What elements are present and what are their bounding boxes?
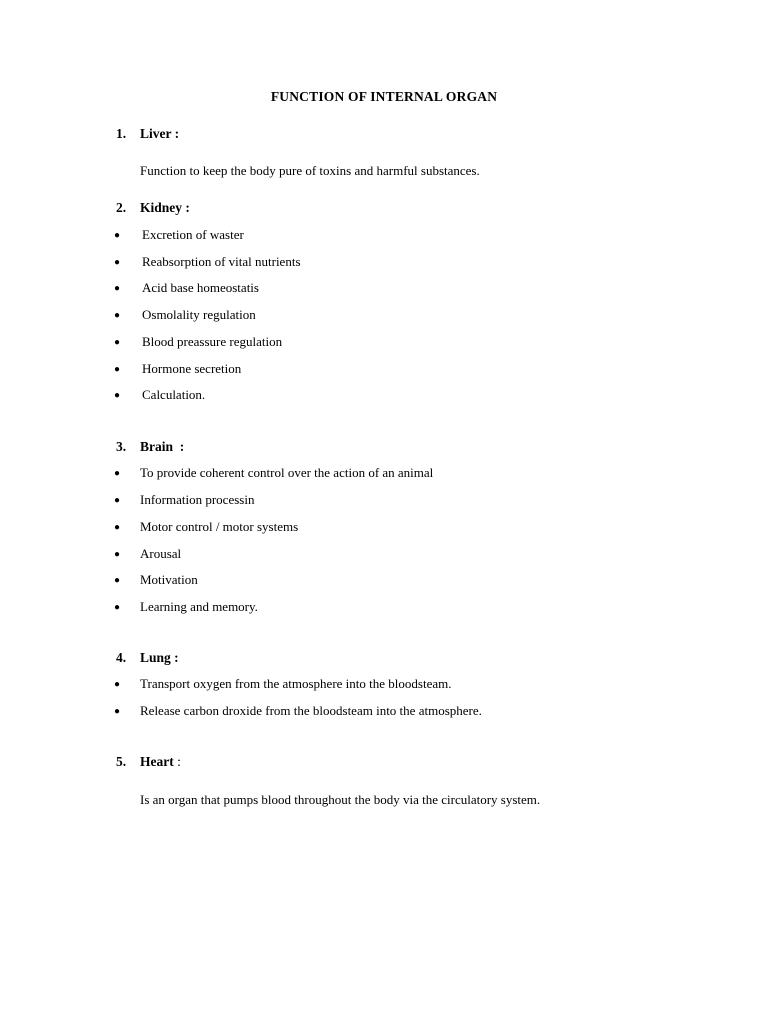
section-heading-heart	[116, 753, 181, 771]
bullet-icon: ●	[114, 390, 121, 401]
list-item: ● Release carbon droxide from the bloodsteam into the atmosphere.	[114, 702, 482, 721]
section-number: 3.	[116, 439, 127, 454]
section-name: Brain :	[140, 439, 185, 454]
liver-paragraph: Function to keep the body pure of toxins and harmful substances.	[140, 163, 480, 178]
section-heading-liver	[116, 125, 179, 143]
section-heading-lung	[116, 649, 179, 667]
section-number: 4.	[116, 650, 127, 665]
bullet-icon: ●	[114, 549, 121, 560]
section-number: 1.	[116, 126, 127, 141]
list-item: ● Reabsorption of vital nutrients	[114, 253, 301, 272]
section-name-suffix: :	[173, 754, 181, 769]
section-heading-brain	[116, 438, 184, 456]
section-name: Heart	[140, 754, 174, 769]
bullet-icon: ●	[114, 364, 121, 375]
bullet-icon: ●	[114, 310, 121, 321]
list-item: ● Motor control / motor systems	[114, 518, 298, 537]
bullet-icon: ●	[114, 283, 121, 294]
list-item: ● Arousal	[114, 545, 181, 564]
list-item: ● Learning and memory.	[114, 598, 258, 617]
list-item: ● Calculation.	[114, 386, 205, 405]
section-name: Kidney :	[140, 200, 190, 215]
list-item: ● Excretion of waster	[114, 226, 244, 245]
list-item: ● Acid base homeostatis	[114, 279, 259, 298]
list-item: ● Motivation	[114, 571, 198, 590]
bullet-icon: ●	[114, 522, 121, 533]
page-title: FUNCTION OF INTERNAL ORGAN	[270, 89, 498, 104]
list-item: ● Transport oxygen from the atmosphere into the bloodsteam.	[114, 675, 451, 694]
bullet-icon: ●	[114, 468, 121, 479]
section-number: 5.	[116, 754, 127, 769]
section-heading-kidney	[116, 199, 190, 217]
bullet-icon: ●	[114, 679, 121, 690]
bullet-icon: ●	[114, 602, 121, 613]
section-number: 2.	[116, 200, 127, 215]
bullet-icon: ●	[114, 337, 121, 348]
bullet-icon: ●	[114, 230, 121, 241]
bullet-icon: ●	[114, 706, 121, 717]
list-item: ● Blood preassure regulation	[114, 333, 282, 352]
section-name: Lung :	[140, 650, 179, 665]
list-item: ● Information processin	[114, 491, 254, 510]
list-item: ● Hormone secretion	[114, 360, 241, 379]
heart-paragraph: Is an organ that pumps blood throughout the body via the circulatory system.	[140, 792, 541, 807]
section-name: Liver :	[140, 126, 180, 141]
bullet-icon: ●	[114, 495, 121, 506]
list-item: ● Osmolality regulation	[114, 306, 256, 325]
bullet-icon: ●	[114, 257, 121, 268]
bullet-icon: ●	[114, 575, 121, 586]
list-item: ● To provide coherent control over the action of an animal	[114, 464, 433, 483]
